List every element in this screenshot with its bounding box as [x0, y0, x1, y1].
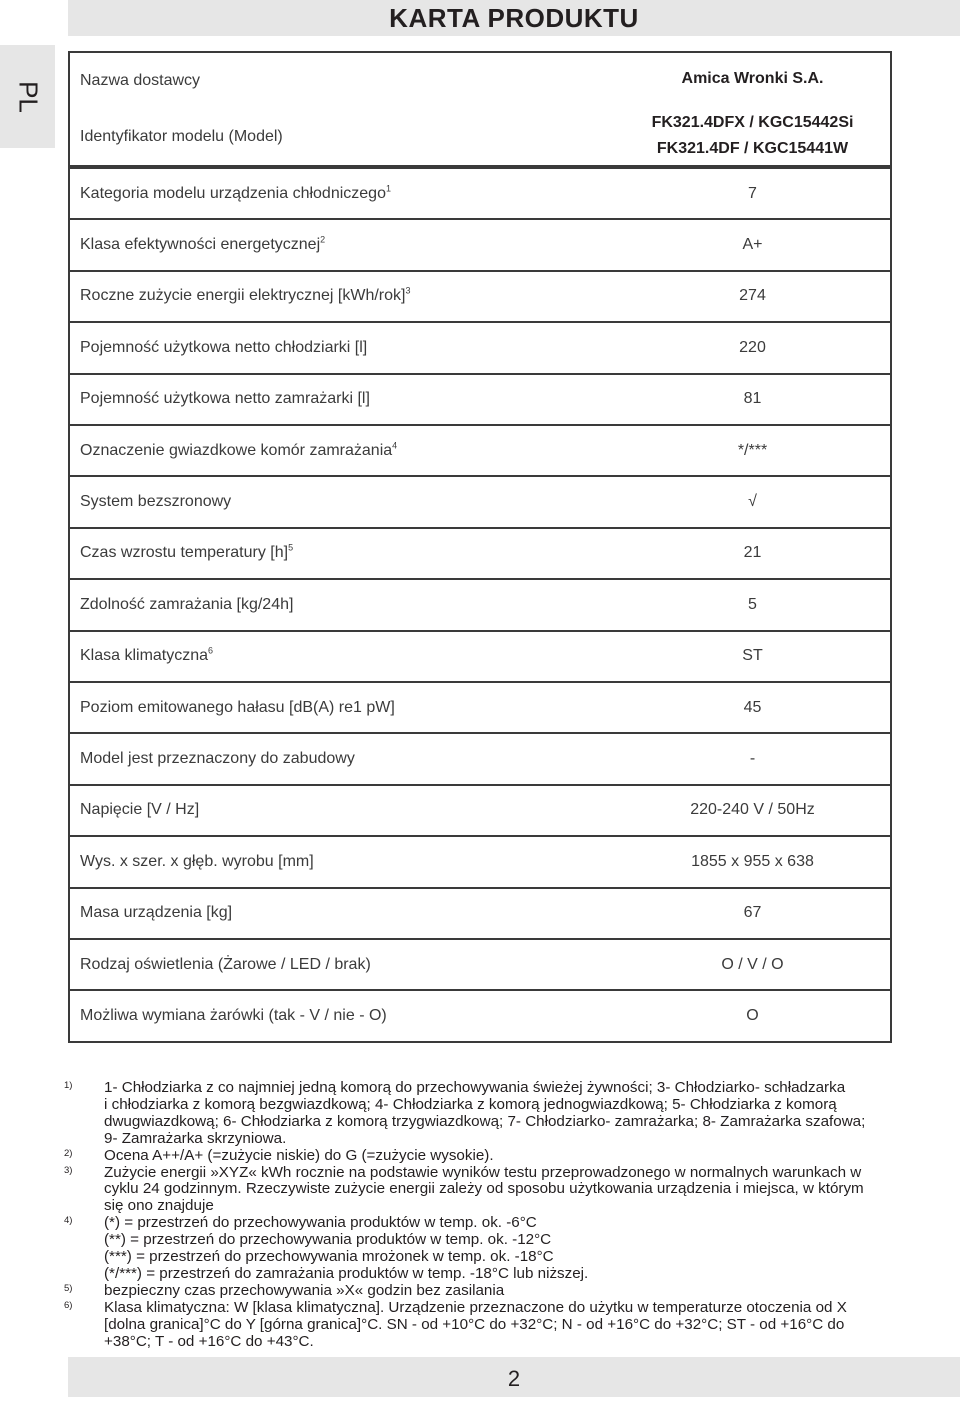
footnote-mark: 5): [64, 1282, 73, 1294]
row-label-text: Zdolność zamrażania [kg/24h]: [80, 595, 294, 613]
row-label-text: Masa urządzenia [kg]: [80, 904, 233, 922]
row-value: -: [749, 750, 756, 768]
row-label: [70, 801, 615, 819]
table-row: [68, 989, 892, 1042]
footnote-mark: 6): [64, 1299, 73, 1311]
row-label-text: Czas wzrostu temperatury [h]: [80, 544, 289, 562]
table-row: [68, 321, 892, 374]
page-title: KARTA PRODUKTU: [389, 3, 639, 33]
footnote-line: bezpieczny czas przechowywania »X« godzin bez zasilania: [104, 1281, 505, 1299]
table-row: [68, 938, 892, 991]
row-label: [70, 956, 615, 974]
row-value: √: [748, 493, 757, 511]
footnote-text: [104, 1283, 954, 1300]
footnote-ref: 4: [392, 440, 398, 451]
row-value: 81: [743, 390, 762, 408]
row-label-text: Możliwa wymiana żarówki (tak - V / nie - O): [80, 1007, 387, 1025]
row-value: 274: [739, 287, 766, 305]
row-label: [70, 493, 615, 511]
table-row: [68, 527, 892, 580]
footnote-line: +38°C; T - od +16°C do +43°C.: [104, 1332, 314, 1350]
language-label: PL: [13, 80, 43, 113]
footnote: [64, 1080, 954, 1148]
footnote-line: (**) = przestrzeń do przechowywania produktów w temp. ok. -12°C: [104, 1231, 552, 1249]
footnote-text: [104, 1300, 954, 1351]
footnote-line: 9- Zamrażarka skrzyniowa.: [104, 1129, 287, 1147]
footnote-ref: 3: [405, 286, 411, 297]
row-label: [70, 853, 615, 871]
table-row: [68, 167, 892, 220]
row-label: [70, 544, 615, 562]
table-row: [68, 578, 892, 631]
row-value: 7: [748, 184, 757, 202]
row-value: 21: [743, 544, 762, 562]
row-label-text: Oznaczenie gwiazdkowe komór zamrażania: [80, 441, 393, 459]
row-value: 5: [748, 595, 757, 613]
row-label-text: Kategoria modelu urządzenia chłodniczego: [80, 184, 386, 202]
page-number: 2: [507, 1366, 521, 1391]
row-value: */***: [737, 441, 768, 459]
row-value: ST: [742, 647, 763, 665]
row-label: [70, 287, 615, 305]
footnote-line: (***) = przestrzeń do przechowywania mrożonek w temp. ok. -18°C: [104, 1248, 554, 1266]
footnote-line: dwugwiazdkową; 6- Chłodziarka z komorą trzygwiazdkową; 7- Chłodziarko- zamrażarka; 8- Zamrażarka szafowa;: [104, 1112, 866, 1130]
row-label-text: System bezszronowy: [80, 493, 232, 511]
footnote-text: [104, 1148, 954, 1165]
table-row: [68, 475, 892, 528]
footnote-line: [dolna granica]°C do Y [górna granica]°C. SN - od +10°C do +32°C; N - od +16°C do +32°C; ST - od +16°C do: [104, 1315, 845, 1333]
title-bar: [68, 0, 960, 36]
footnote: [64, 1283, 954, 1300]
row-label-text: Poziom emitowanego hałasu [dB(A) re1 pW]: [80, 698, 395, 716]
row-label: [70, 699, 615, 717]
footnote-line: cyklu 24 godzinnym. Rzeczywiste zużycie energii zależy od sposobu użytkowania urządzenia i miejsca, w którym: [104, 1180, 864, 1198]
footnote-mark: 2): [64, 1147, 73, 1159]
footnote-line: (*/***) = przestrzeń do zamrażania produktów w temp. -18°C lub niższej.: [104, 1264, 589, 1282]
row-value: 220: [739, 338, 766, 356]
footnote-ref: 2: [320, 234, 326, 245]
row-value: 220-240 V / 50Hz: [690, 801, 815, 819]
row-value: 1855 x 955 x 638: [691, 852, 814, 870]
table-row: [68, 835, 892, 888]
row-label-text: Napięcie [V / Hz]: [80, 801, 200, 819]
footnote-ref: 5: [288, 543, 294, 554]
supplier-label: Nazwa dostawcy: [80, 72, 201, 89]
row-label: [70, 1007, 615, 1025]
table-row: [68, 373, 892, 426]
row-label: [70, 647, 615, 665]
row-label: [70, 442, 615, 460]
row-label-text: Klasa klimatyczna: [80, 647, 209, 665]
footnote-line: Zużycie energii »XYZ« kWh rocznie na podstawie wyników testu przeprowadzonego w normalnych warunkach w: [104, 1163, 862, 1181]
table-row: [68, 784, 892, 837]
row-value: 67: [743, 904, 762, 922]
row-value: O / V / O: [721, 955, 784, 973]
supplier-model-row: [68, 51, 892, 167]
row-label: [70, 750, 615, 768]
row-value: O: [746, 1007, 759, 1025]
footnote-mark: 4): [64, 1215, 73, 1227]
row-label-text: Rodzaj oświetlenia (Żarowe / LED / brak): [80, 955, 371, 973]
table-row: [68, 732, 892, 785]
row-label: [70, 185, 615, 203]
footnote-text: [104, 1215, 954, 1283]
footnote: [64, 1300, 954, 1351]
footnote-text: [104, 1080, 954, 1148]
row-label-text: Pojemność użytkowa netto zamrażarki [l]: [80, 390, 370, 408]
footnote-mark: 3): [64, 1164, 73, 1176]
row-label: [70, 339, 615, 357]
model-value-1: FK321.4DFX / KGC15442Si: [651, 114, 854, 131]
row-value: 45: [743, 698, 762, 716]
row-label: [70, 904, 615, 922]
language-tab: [0, 45, 55, 148]
row-label-text: Klasa efektywności energetycznej: [80, 236, 321, 254]
row-label-text: Model jest przeznaczony do zabudowy: [80, 750, 355, 768]
footnote-ref: 6: [208, 645, 214, 656]
footnote-mark: 1): [64, 1080, 73, 1091]
footnote-line: (*) = przestrzeń do przechowywania produktów w temp. ok. -6°C: [104, 1214, 537, 1232]
table-row: [68, 270, 892, 323]
footnote: [64, 1215, 954, 1283]
footnote: [64, 1148, 954, 1165]
supplier-model-labels: [70, 53, 615, 165]
row-label-text: Roczne zużycie energii elektrycznej [kWh/rok]: [80, 287, 406, 305]
footnote: [64, 1165, 954, 1216]
footnote-ref: 1: [385, 183, 391, 194]
row-label-text: Wys. x szer. x głęb. wyrobu [mm]: [80, 852, 314, 870]
supplier-value: Amica Wronki S.A.: [681, 70, 824, 87]
footnotes: [64, 1080, 954, 1351]
product-table: [68, 51, 892, 1040]
model-value-2: FK321.4DF / KGC15441W: [656, 140, 849, 157]
table-row: [68, 424, 892, 477]
row-label: [70, 236, 615, 254]
footnote-line: i chłodziarka z komorą bezgwiazdkową; 4- Chłodziarka z komorą jednogwiazdkową; 5- Chłodziarka z komorą: [104, 1095, 837, 1113]
row-value: A+: [742, 236, 763, 254]
table-row: [68, 887, 892, 940]
row-label: [70, 390, 615, 408]
table-row: [68, 218, 892, 271]
footnote-text: [104, 1165, 954, 1216]
supplier-model-values: [615, 53, 890, 165]
row-label: [70, 596, 615, 614]
footnote-line: się ono znajduje: [104, 1197, 214, 1215]
footnote-line: Klasa klimatyczna: W [klasa klimatyczna]. Urządzenie przeznaczone do użytku w temperaturze otoczenia od X: [104, 1298, 847, 1316]
table-row: [68, 630, 892, 683]
page-number-bar: [68, 1357, 960, 1397]
model-label: Identyfikator modelu (Model): [80, 128, 283, 145]
footnote-line: 1- Chłodziarka z co najmniej jedną komorą do przechowywania świeżej żywności; 3- Chłodziarko- schładzarka: [104, 1079, 846, 1096]
footnote-line: Ocena A++/A+ (=zużycie niskie) do G (=zużycie wysokie).: [104, 1146, 494, 1164]
row-label-text: Pojemność użytkowa netto chłodziarki [l]: [80, 338, 368, 356]
table-row: [68, 681, 892, 734]
